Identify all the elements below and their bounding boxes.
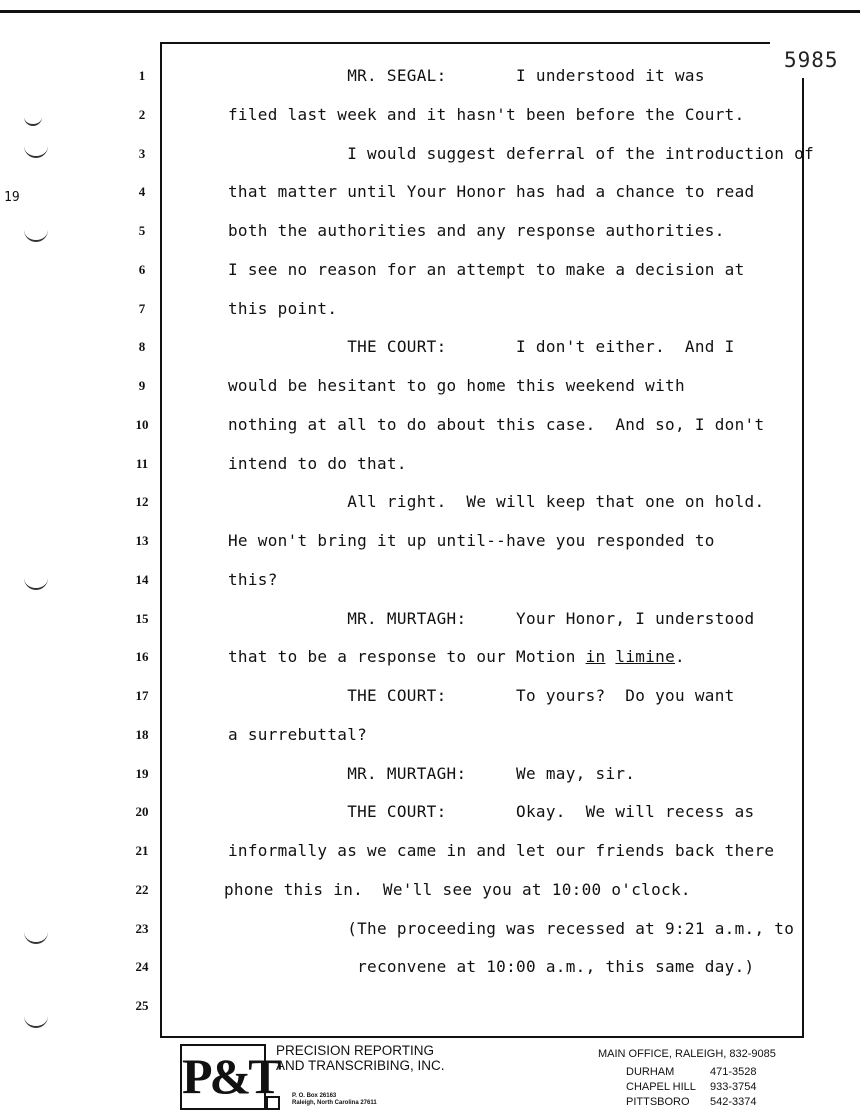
punch-hole-mark — [24, 112, 42, 126]
transcript-line: THE COURT: To yours? Do you want — [228, 686, 735, 705]
line-number: 2 — [138, 107, 146, 122]
line-number: 8 — [138, 339, 146, 354]
office-city: DURHAM — [626, 1066, 675, 1078]
transcript-line: I would suggest deferral of the introduction of — [228, 144, 815, 163]
punch-hole-mark — [24, 144, 48, 158]
transcript-line: that matter until Your Honor has had a chance to read — [228, 182, 755, 201]
punch-hole-mark — [24, 228, 48, 242]
line-number: 21 — [135, 843, 149, 858]
line-number: 9 — [138, 378, 146, 393]
transcript-line: MR. MURTAGH: We may, sir. — [228, 764, 636, 783]
punch-hole-mark — [24, 576, 48, 590]
line-number: 5 — [138, 223, 146, 238]
line-number: 23 — [135, 921, 149, 936]
transcript-line: nothing at all to do about this case. And so, I don't — [228, 415, 765, 434]
transcript-line: (The proceeding was recessed at 9:21 a.m., to — [228, 919, 795, 938]
line-number: 10 — [135, 417, 149, 432]
address-line2: Raleigh, North Carolina 27611 — [292, 1100, 377, 1106]
office-phone: 471-3528 — [710, 1066, 757, 1078]
main-office: MAIN OFFICE, RALEIGH, 832-9085 — [598, 1048, 776, 1060]
company-name-line2: AND TRANSCRIBING, INC. — [276, 1058, 445, 1073]
line-number: 1 — [138, 68, 146, 83]
line-number: 15 — [135, 611, 149, 626]
transcript-line: THE COURT: Okay. We will recess as — [228, 802, 755, 821]
office-phone: 933-3754 — [710, 1081, 757, 1093]
company-logo: P&T — [180, 1044, 266, 1110]
line-number: 17 — [135, 688, 149, 703]
transcript-line: intend to do that. — [228, 454, 407, 473]
transcript-line: All right. We will keep that one on hold. — [228, 492, 765, 511]
company-name — [276, 1043, 445, 1073]
transcript-line: I see no reason for an attempt to make a decision at — [228, 260, 745, 279]
transcript-line: would be hesitant to go home this weekend with — [228, 376, 685, 395]
office-city: CHAPEL HILL — [626, 1081, 696, 1093]
office-city: PITTSBORO — [626, 1096, 690, 1108]
underlined-term: in — [585, 647, 606, 666]
transcript-line: this point. — [228, 299, 338, 318]
line-number: 18 — [135, 727, 149, 742]
logo-box — [266, 1096, 280, 1110]
underlined-term: limine — [615, 647, 676, 666]
punch-hole-mark — [24, 1014, 48, 1028]
transcript-line: that to be a response to our Motion in limine. — [228, 647, 685, 666]
line-number: 4 — [138, 184, 146, 199]
line-number: 13 — [135, 533, 149, 548]
office-phone: 542-3374 — [710, 1096, 757, 1108]
line-number: 11 — [135, 456, 149, 471]
punch-hole-mark — [24, 930, 48, 944]
transcript-line: MR. SEGAL: I understood it was — [228, 66, 705, 85]
top-rule — [0, 10, 860, 13]
transcript-line: both the authorities and any response authorities. — [228, 221, 725, 240]
page-number: 5985 — [784, 48, 839, 72]
transcript-line: informally as we came in and let our friends back there — [228, 841, 775, 860]
line-number: 25 — [135, 998, 149, 1013]
transcript-line: this? — [228, 570, 278, 589]
company-name-line1: PRECISION REPORTING — [276, 1043, 435, 1058]
line-number: 3 — [138, 146, 146, 161]
transcript-line: reconvene at 10:00 a.m., this same day.) — [228, 957, 755, 976]
line-number: 7 — [138, 301, 146, 316]
line-number: 22 — [135, 882, 149, 897]
line-number: 24 — [135, 959, 149, 974]
transcript-line: MR. MURTAGH: Your Honor, I understood — [228, 609, 755, 628]
line-number: 12 — [135, 494, 149, 509]
line-number: 14 — [135, 572, 149, 587]
transcript-line: phone this in. We'll see you at 10:00 o'clock. — [224, 880, 691, 899]
transcript-line: THE COURT: I don't either. And I — [228, 337, 735, 356]
company-address — [292, 1093, 377, 1107]
address-line1: P. O. Box 26163 — [292, 1093, 337, 1099]
margin-number: 19 — [4, 190, 20, 205]
transcript-line: a surrebuttal? — [228, 725, 368, 744]
transcript-line: filed last week and it hasn't been before the Court. — [228, 105, 745, 124]
line-number: 6 — [138, 262, 146, 277]
line-number: 20 — [135, 804, 149, 819]
line-number: 19 — [135, 766, 149, 781]
transcript-line: He won't bring it up until--have you responded to — [228, 531, 715, 550]
line-number: 16 — [135, 649, 149, 664]
